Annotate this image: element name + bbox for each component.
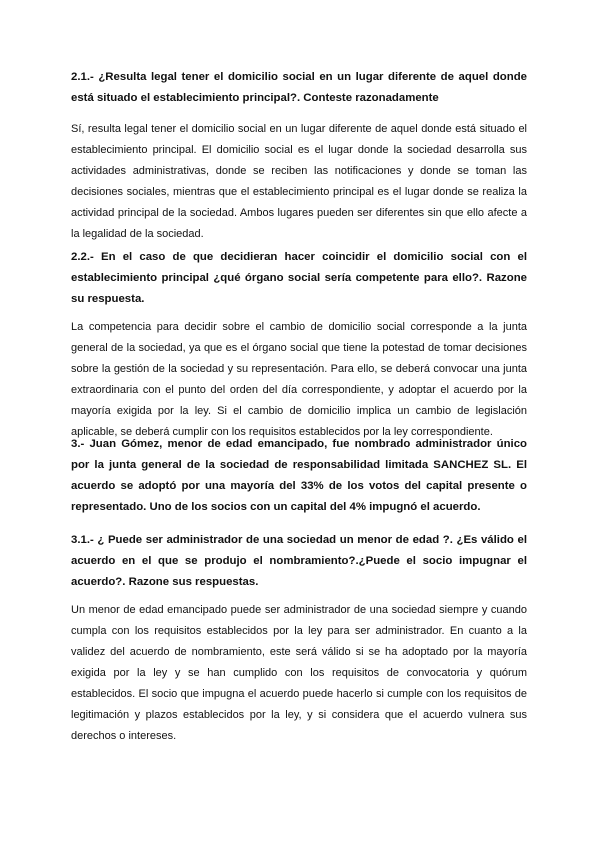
question-heading: 3.- Juan Gómez, menor de edad emancipado, fue nombrado administrador único por la junta general de la sociedad de responsabilidad limitada SANCHEZ SL. El acuerdo se adoptó por una mayoría del 33% de los votos del capital presente o representado. Uno de los socios con un capital del 4% impugnó el acuerdo. [71, 438, 527, 513]
section-3-1-answer [71, 600, 527, 747]
section-2-1 [71, 67, 527, 109]
answer-paragraph: Un menor de edad emancipado puede ser administrador de una sociedad siempre y cuando cumpla con los requisitos establecidos por la ley para ser administrador. En cuanto a la validez del acuerdo de nombramiento, este será válido si se ha adoptado por la mayoría exigida por la ley y se han cumplido con los requisitos de convocatoria y quórum establecidos. El socio que impugna el acuerdo puede hacerlo si cumple con los requisitos de legitimación y plazos establecidos por la ley, y si considera que el acuerdo vulnera sus derechos o intereses. [71, 604, 527, 742]
section-3 [71, 434, 527, 518]
section-2-2 [71, 247, 527, 310]
question-heading: 3.1.- ¿ Puede ser administrador de una sociedad un menor de edad ?. ¿Es válido el acuerdo en el que se produjo el nombramiento?.¿Puede el socio impugnar el acuerdo?. Razone sus respuestas. [71, 534, 527, 588]
answer-paragraph: La competencia para decidir sobre el cambio de domicilio social corresponde a la junta general de la sociedad, ya que es el órgano social que tiene la potestad de tomar decisiones sobre la gestión de la sociedad y su representación. Para ello, se deberá convocar una junta extraordinaria con el punto del orden del día correspondiente, y adoptar el acuerdo por la mayoría exigida por la ley. Si el cambio de domicilio implica un cambio de legislación aplicable, se deberá cumplir con los requisitos establecidos por la ley correspondiente. [71, 321, 527, 438]
question-heading: 2.1.- ¿Resulta legal tener el domicilio social en un lugar diferente de aquel donde está situado el establecimiento principal?. Conteste razonadamente [71, 71, 527, 104]
section-3-1 [71, 530, 527, 593]
answer-paragraph: Sí, resulta legal tener el domicilio social en un lugar diferente de aquel donde está situado el establecimiento principal. El domicilio social es el lugar donde la sociedad desarrolla sus actividades administrativas, donde se reciben las notificaciones y donde se toman las decisiones sociales, mientras que el establecimiento principal es el lugar donde se realiza la actividad principal de la sociedad. Ambos lugares pueden ser diferentes sin que ello afecte a la legalidad de la sociedad. [71, 123, 527, 240]
section-2-1-answer [71, 119, 527, 245]
question-heading: 2.2.- En el caso de que decidieran hacer coincidir el domicilio social con el establecimiento principal ¿qué órgano social sería competente para ello?. Razone su respuesta. [71, 251, 527, 305]
section-2-2-answer [71, 317, 527, 443]
